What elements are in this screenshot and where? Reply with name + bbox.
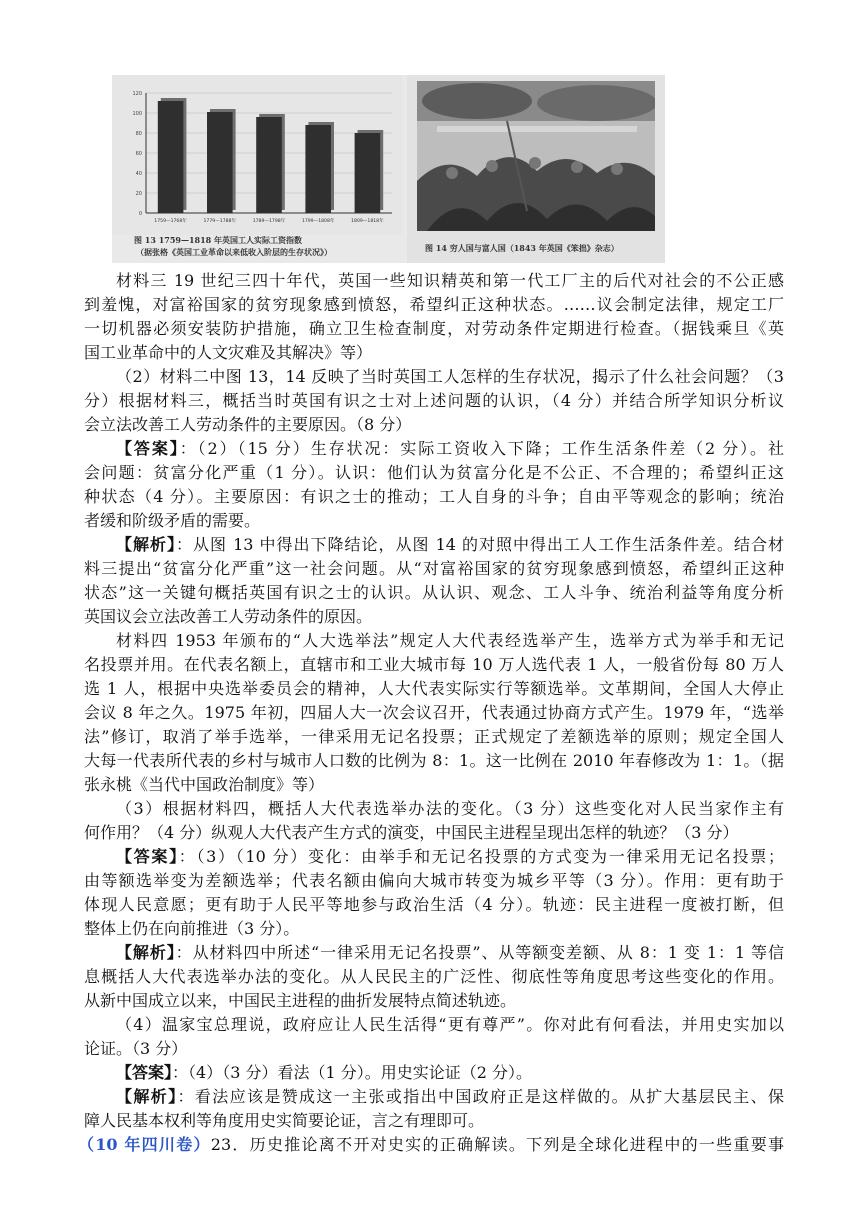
text-line-content: 到羞愧，对富裕国家的贫穷现象感到愤怒，希望纠正这种状态。……议会制定法律，规定工厂 (84, 295, 784, 314)
text-line (84, 1037, 784, 1061)
y-tick-label: 60 (135, 151, 142, 157)
text-line-content: 名投票并用。在代表名额上，直辖市和工业大城市每 10 万人选代表 1 人，一般省份每 80 万人 (84, 655, 784, 674)
text-line (84, 557, 784, 581)
y-tick-label: 0 (138, 211, 142, 217)
text-line-content: 材料三 19 世纪三四十年代，英国一些知识精英和第一代工厂主的后代对社会的不公正感 (116, 271, 784, 290)
text-line-content: 国工业革命中的人文灾难及其解决》等） (84, 343, 373, 362)
x-tick-label: 1759—1768年 (154, 219, 187, 224)
text-line (84, 485, 784, 509)
text-line (84, 461, 784, 485)
text-line-content: 状态”这一关键句概括英国有识之士的认识。从认识、观念、工人斗争、统治利益等角度分析 (84, 583, 784, 602)
figure-14-caption: 图 14 穷人国与富人国（1843 年英国《笨拙》杂志） (425, 243, 619, 253)
text-line (84, 725, 784, 749)
text-line-content: 23．历史推论离不开对史实的正确解读。下列是全球化进程中的一些重要事 (210, 1135, 784, 1154)
text-line-content: 张永桃《当代中国政治制度》等） (84, 775, 325, 794)
text-line (84, 341, 784, 365)
figure-14 (407, 75, 665, 263)
text-line (84, 989, 784, 1013)
text-line (116, 1061, 784, 1085)
figure-13-caption: 图 13 1759—1818 年英国工人实际工资指数 (134, 235, 303, 245)
y-tick-label: 100 (132, 111, 142, 117)
figure-13-source: （据张格《英国工业革命以来低收入阶层的生存状况》） (136, 247, 332, 257)
bar (256, 117, 282, 213)
text-line-content: 体现人民意愿；更有助于人民平等地参与政治生活（4 分）。轨迹：民主进程一度被打断，但 (84, 895, 784, 914)
section-label: 【答案】 (116, 847, 179, 866)
text-line (84, 293, 784, 317)
text-line-content: 整体上仍在向前推进（3 分）。 (84, 919, 300, 938)
text-line-content: （3）根据材料四，概括人大代表选举办法的变化。（3 分）这些变化对人民当家作主有 (116, 799, 784, 818)
text-line (84, 869, 784, 893)
text-line (116, 1013, 784, 1037)
section-label: 【解析】 (116, 1087, 178, 1106)
text-line (84, 509, 784, 533)
bar (305, 125, 331, 213)
bar (158, 101, 184, 213)
text-line (78, 1133, 784, 1157)
section-label: 【解析】 (116, 943, 176, 962)
text-line (116, 629, 784, 653)
text-line-content: 英国议会立法改善工人劳动条件的原因。 (84, 607, 373, 626)
text-line-content: 料三提出“贫富分化严重”这一社会问题。从“对富裕国家的贫穷现象感到愤怒，希望纠正这种 (84, 559, 784, 578)
text-line (84, 893, 784, 917)
text-line (84, 317, 784, 341)
rich-poor-engraving-image (417, 81, 655, 231)
text-line-content: 种状态（4 分）。主要原因：有识之士的推动；工人自身的斗争；自由平等观念的影响；统治 (84, 487, 784, 506)
text-line (116, 845, 784, 869)
section-label: 【答案】 (116, 1063, 173, 1082)
text-line-content: 一切机器必须安装防护措施，确立卫生检查制度，对劳动条件定期进行检查。（据钱乘旦《英 (84, 319, 784, 338)
text-line-content: 会立法改善工人劳动条件的主要原因。（8 分） (84, 415, 412, 434)
figure-13 (112, 75, 402, 263)
text-line (84, 917, 784, 941)
wage-index-bar-chart (112, 75, 402, 235)
y-tick-label: 120 (132, 91, 142, 97)
text-line (116, 1085, 784, 1109)
text-line-content: ：从材料四中所述“一律采用无记名投票”、从等额变差额、从 8：1 变 1：1 等信 (175, 943, 784, 962)
text-line-content: 何作用？（4 分）纵观人大代表产生方式的演变，中国民主进程呈现出怎样的轨迹？（3 分） (84, 823, 739, 842)
y-tick-label: 40 (135, 171, 142, 177)
question-source-label: （10 年四川卷） (78, 1135, 211, 1154)
text-line (84, 773, 784, 797)
text-line-content: 大每一代表所代表的乡村与城市人口数的比例为 8：1。这一比例在 2010 年春修改为 1：1。（据 (84, 751, 784, 770)
text-line-content: ：（4）（3 分）看法（1 分）。用史实论证（2 分）。 (172, 1063, 532, 1082)
text-line-content: 选 1 人，根据中央选举委员会的精神，人大代表实际实行等额选举。文革期间，全国人大停止 (84, 679, 784, 698)
text-line-content: ：从图 13 中得出下降结论，从图 14 的对照中得出工人工作生活条件差。结合材 (176, 535, 784, 554)
text-line (116, 533, 784, 557)
text-line-content: 从新中国成立以来，中国民主进程的曲折发展特点简述轨迹。 (84, 991, 517, 1010)
text-line (84, 821, 784, 845)
text-line-content: ：看法应该是赞成这一主张或指出中国政府正是这样做的。从扩大基层民主、保 (177, 1087, 784, 1106)
text-line-content: 材料四 1953 年颁布的“人大选举法”规定人大代表经选举产生，选举方式为举手和无记 (116, 631, 784, 650)
x-tick-label: 1799—1808年 (301, 219, 335, 224)
text-line-content: （4）温家宝总理说，政府应让人民生活得“更有尊严”。你对此有何看法，并用史实加以 (116, 1015, 784, 1034)
text-line-content: 论证。（3 分） (84, 1039, 188, 1058)
text-line-content: 者缓和阶级矛盾的需要。 (84, 511, 261, 530)
text-line-content: 法”修订，取消了举手选举，一律采用无记名投票；正式规定了差额选举的原则；规定全国人 (84, 727, 784, 746)
y-tick-label: 80 (135, 131, 142, 137)
x-tick-label: 1789—1798年 (252, 219, 286, 224)
text-line (84, 965, 784, 989)
bar (355, 133, 381, 213)
text-line-content: 会问题：贫富分化严重（1 分）。认识：他们认为贫富分化是不公正、不合理的；希望纠正这 (84, 463, 784, 482)
figure-strip (112, 75, 665, 263)
x-tick-label: 1779—1788年 (203, 219, 237, 224)
section-label: 【答案】 (116, 439, 180, 458)
text-line (84, 749, 784, 773)
text-line (116, 365, 784, 389)
text-line-content: ：（3）（10 分）变化：由举手和无记名投票的方式变为一律采用无记名投票； (178, 847, 784, 866)
text-line (84, 653, 784, 677)
text-line-content: 会议 8 年之久。1975 年初，四届人大一次会议召开，代表通过协商方式产生。1979 年，“选举 (84, 703, 784, 722)
bar (207, 112, 233, 213)
text-line-content: 由等额选举变为差额选举；代表名额由偏向大城市转变为城乡平等（3 分）。作用：更有助于 (84, 871, 784, 890)
text-line-content: 障人民基本权利等角度用史实简要论证，言之有理即可。 (84, 1111, 485, 1130)
text-line (84, 605, 784, 629)
section-label: 【解析】 (116, 535, 176, 554)
text-line-content: 分）根据材料三，概括当时英国有识之士对上述问题的认识，（4 分）并结合所学知识分析议 (84, 391, 784, 410)
text-line (116, 797, 784, 821)
y-tick-label: 20 (135, 191, 142, 197)
text-line (84, 389, 784, 413)
x-tick-label: 1809—1818年 (351, 219, 384, 224)
text-line-content: （2）材料二中图 13，14 反映了当时英国工人怎样的生存状况，揭示了什么社会问题？（3 (116, 367, 784, 386)
text-line (84, 413, 784, 437)
text-line (84, 701, 784, 725)
text-line (84, 581, 784, 605)
text-line (116, 437, 784, 461)
text-line (116, 941, 784, 965)
text-line (116, 269, 784, 293)
text-line (84, 1109, 784, 1133)
text-line-content: ：（2）（15 分）生存状况：实际工资收入下降；工作生活条件差（2 分）。社 (179, 439, 784, 458)
text-line (84, 677, 784, 701)
text-line-content: 息概括人大代表选举办法的变化。从人民民主的广泛性、彻底性等角度思考这些变化的作用。 (84, 967, 784, 986)
